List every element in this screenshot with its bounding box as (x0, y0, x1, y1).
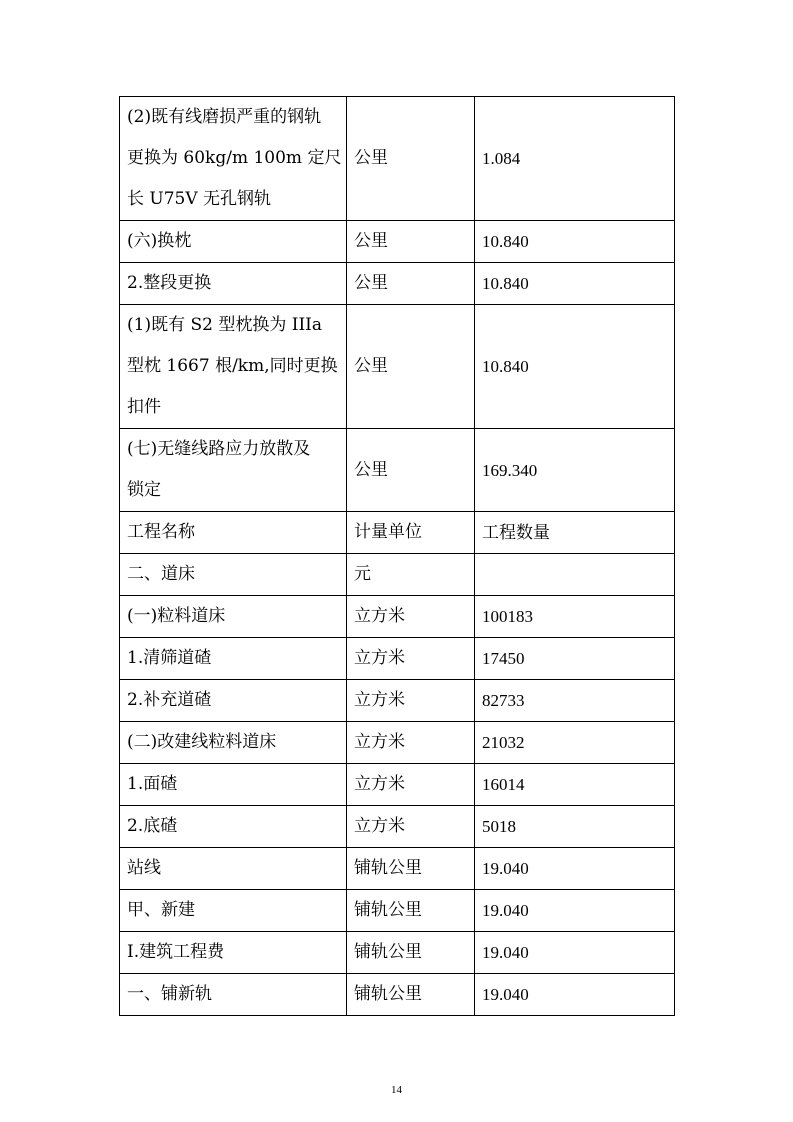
item-name-line: (六)换枕 (127, 231, 192, 251)
unit-cell: 公里 (347, 97, 475, 221)
item-name-line: 甲、新建 (127, 900, 195, 920)
item-name-line: 型枕 1667 根/km,同时更换 (127, 356, 338, 376)
item-name-line: 扣件 (127, 397, 161, 417)
quantity-cell: 10.840 (475, 305, 675, 429)
item-name-line: 2.补充道碴 (127, 690, 212, 710)
item-name-line: 长 U75V 无孔钢轨 (127, 189, 272, 209)
quantity-cell: 19.040 (475, 848, 675, 890)
quantity-cell: 10.840 (475, 263, 675, 305)
unit-cell: 铺轨公里 (347, 848, 475, 890)
table-row (120, 722, 675, 764)
item-name-line: (二)改建线粒料道床 (127, 732, 277, 752)
item-name-cell (120, 263, 347, 305)
item-name-cell (120, 806, 347, 848)
unit-cell: 公里 (347, 305, 475, 429)
item-name-cell (120, 512, 347, 554)
item-name-line: 1.面碴 (127, 774, 178, 794)
table-row (120, 596, 675, 638)
item-name-line: I.建筑工程费 (127, 942, 225, 962)
item-name-cell (120, 638, 347, 680)
table-row (120, 932, 675, 974)
item-name-line: 二、道床 (127, 564, 195, 584)
item-name-cell (120, 554, 347, 596)
page-number: 14 (391, 1084, 402, 1096)
quantity-cell: 10.840 (475, 221, 675, 263)
item-name-cell (120, 221, 347, 263)
unit-cell: 公里 (347, 429, 475, 512)
item-name-line: 锁定 (127, 480, 161, 500)
quantity-cell: 16014 (475, 764, 675, 806)
table-row (120, 429, 675, 512)
quantity-cell: 工程数量 (475, 512, 675, 554)
table-row (120, 806, 675, 848)
quantity-cell: 19.040 (475, 932, 675, 974)
unit-cell: 铺轨公里 (347, 932, 475, 974)
item-name-cell (120, 764, 347, 806)
item-name-cell (120, 596, 347, 638)
quantity-cell: 19.040 (475, 890, 675, 932)
item-name-cell (120, 722, 347, 764)
item-name-cell (120, 305, 347, 429)
item-name-line: (七)无缝线路应力放散及 (127, 439, 311, 459)
item-name-line: (一)粒料道床 (127, 606, 226, 626)
table-row (120, 554, 675, 596)
table-row (120, 848, 675, 890)
unit-cell: 立方米 (347, 638, 475, 680)
quantity-cell: 5018 (475, 806, 675, 848)
quantity-cell (475, 554, 675, 596)
item-name-line: 1.清筛道碴 (127, 648, 212, 668)
unit-cell: 立方米 (347, 680, 475, 722)
item-name-line: 2.底碴 (127, 816, 178, 836)
quantity-cell: 100183 (475, 596, 675, 638)
item-name-cell (120, 890, 347, 932)
item-name-cell (120, 848, 347, 890)
table-row (120, 512, 675, 554)
unit-cell: 元 (347, 554, 475, 596)
quantity-cell: 17450 (475, 638, 675, 680)
table-row (120, 890, 675, 932)
item-name-cell (120, 974, 347, 1016)
table-row (120, 221, 675, 263)
unit-cell: 立方米 (347, 722, 475, 764)
table-row (120, 97, 675, 221)
unit-cell: 铺轨公里 (347, 890, 475, 932)
item-name-line: 更换为 60kg/m 100m 定尺 (127, 148, 342, 168)
item-name-cell (120, 97, 347, 221)
unit-cell: 计量单位 (347, 512, 475, 554)
item-name-cell (120, 429, 347, 512)
table-row (120, 305, 675, 429)
unit-cell: 公里 (347, 263, 475, 305)
unit-cell: 铺轨公里 (347, 974, 475, 1016)
quantity-cell: 169.340 (475, 429, 675, 512)
table-body (120, 97, 675, 1016)
unit-cell: 立方米 (347, 596, 475, 638)
quantity-cell: 82733 (475, 680, 675, 722)
quantity-table (119, 96, 675, 1016)
item-name-line: 一、铺新轨 (127, 984, 212, 1004)
item-name-line: (2)既有线磨损严重的钢轨 (127, 107, 322, 127)
quantity-cell: 19.040 (475, 974, 675, 1016)
item-name-cell (120, 680, 347, 722)
table-row (120, 263, 675, 305)
unit-cell: 立方米 (347, 806, 475, 848)
item-name-line: 2.整段更换 (127, 273, 212, 293)
quantity-cell: 21032 (475, 722, 675, 764)
unit-cell: 立方米 (347, 764, 475, 806)
quantity-cell: 1.084 (475, 97, 675, 221)
unit-cell: 公里 (347, 221, 475, 263)
item-name-line: 工程名称 (127, 522, 195, 542)
table-row (120, 764, 675, 806)
item-name-line: 站线 (127, 858, 161, 878)
table-row (120, 680, 675, 722)
table-row (120, 974, 675, 1016)
item-name-line: (1)既有 S2 型枕换为 IIIa (127, 315, 323, 335)
table-row (120, 638, 675, 680)
item-name-cell (120, 932, 347, 974)
